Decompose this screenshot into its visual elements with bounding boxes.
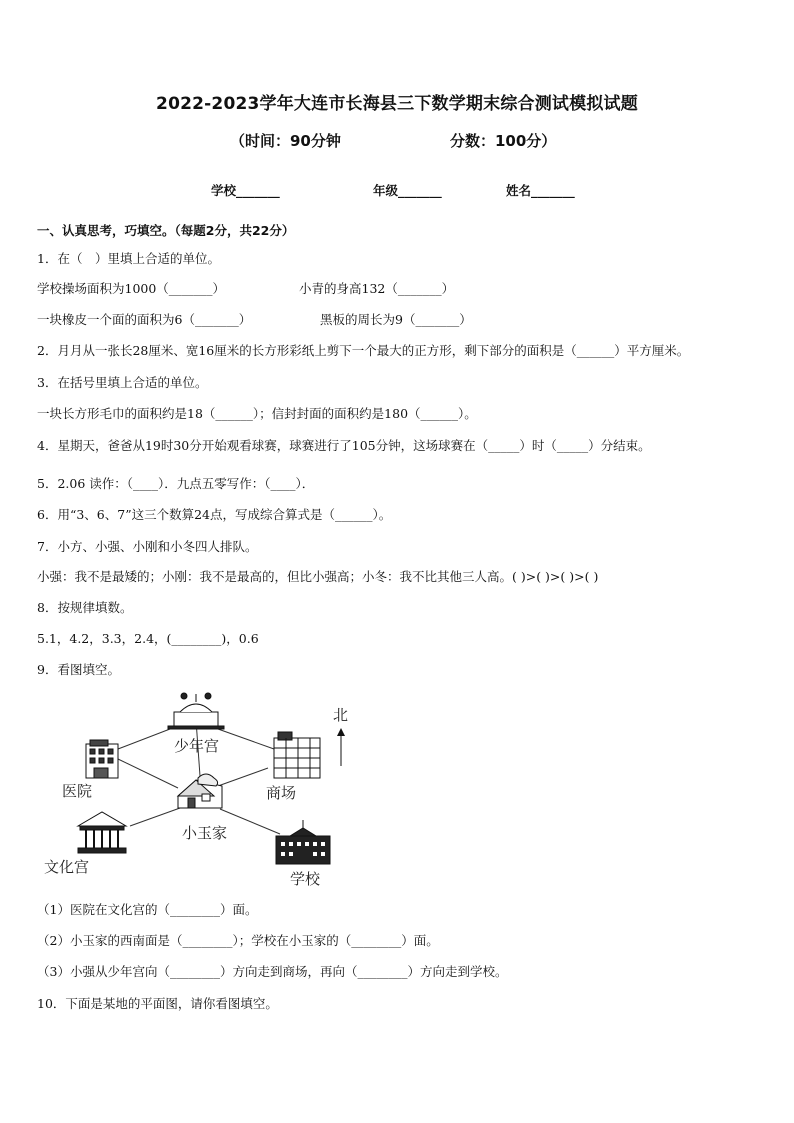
youth-palace-label: 少年宫 xyxy=(174,737,220,755)
culture-palace-label: 文化宫 xyxy=(44,858,90,876)
home-icon xyxy=(178,774,222,808)
q1-item-b: 小青的身高132（_______） xyxy=(299,281,455,296)
q3-line: 一块长方形毛巾的面积约是18（______）；信封封面的面积约是180（______）。 xyxy=(37,406,477,421)
name-field: 姓名_______ xyxy=(506,183,575,198)
q8-line: 5.1，4.2，3.3，2.4，(________)，0.6 xyxy=(37,631,259,646)
section-heading: 一、认真思考，巧填空。（每题2分，共22分） xyxy=(37,223,295,238)
q7-stem: 7．小方、小强、小刚和小冬四人排队。 xyxy=(37,539,258,554)
mall-label: 商场 xyxy=(266,784,297,802)
youth-palace-icon xyxy=(168,693,224,729)
north-label: 北 xyxy=(333,706,349,724)
exam-meta xyxy=(0,130,794,150)
q8-stem: 8．按规律填数。 xyxy=(37,600,133,615)
q1-item-d: 黑板的周长为9（_______） xyxy=(320,312,472,327)
q9-stem: 9．看图填空。 xyxy=(37,662,120,677)
mall-icon xyxy=(274,732,320,778)
q1-stem: 1．在（ ）里填上合适的单位。 xyxy=(37,251,220,266)
school-label: 学校 xyxy=(290,870,321,886)
q2-stem: 2．月月从一张长28厘米、宽16厘米的长方形彩纸上剪下一个最大的正方形，剩下部分的面积是（______）平方厘米。 xyxy=(37,343,690,358)
culture-palace-icon xyxy=(78,812,126,853)
q6-stem: 6．用“3、6、7”这三个数算24点，写成综合算式是（______）。 xyxy=(37,507,392,522)
q3-stem: 3．在括号里填上合适的单位。 xyxy=(37,375,208,390)
q9-part1: （1）医院在文化宫的（________）面。 xyxy=(37,902,258,917)
hospital-label: 医院 xyxy=(62,782,93,800)
q5-stem: 5．2.06 读作：（____）．九点五零写作：（____）． xyxy=(37,476,315,491)
home-label: 小玉家 xyxy=(182,824,228,842)
q4-stem: 4．星期天，爸爸从19时30分开始观看球赛，球赛进行了105分钟，这场球赛在（_____）时（_____）分结束。 xyxy=(37,438,651,453)
school-field: 学校_______ xyxy=(211,183,280,198)
q7-line: 小强：我不是最矮的；小刚：我不是最高的，但比小强高；小冬：我不比其他三人高。( )>( )>( )>( ) xyxy=(37,569,599,584)
exam-score: 分数：100分） xyxy=(450,132,557,150)
north-arrow xyxy=(337,728,345,766)
school-icon xyxy=(276,820,330,864)
q9-part3: （3）小强从少年宫向（________）方向走到商场，再向（________）方向走到学校。 xyxy=(37,964,508,979)
q1-item-a: 学校操场面积为1000（_______） xyxy=(37,281,226,296)
q1-item-c: 一块橡皮一个面的面积为6（_______） xyxy=(37,312,252,327)
q9-part2: （2）小玉家的西南面是（________）；学校在小玉家的（________）面。 xyxy=(37,933,439,948)
hospital-icon xyxy=(86,740,118,778)
page-title: 2022-2023学年大连市长海县三下数学期末综合测试模拟试题 xyxy=(156,94,638,114)
grade-field: 年级_______ xyxy=(373,183,442,198)
direction-map xyxy=(38,686,368,886)
exam-time: （时间：90分钟 xyxy=(230,132,341,150)
q10-stem: 10．下面是某地的平面图，请你看图填空。 xyxy=(37,996,278,1011)
